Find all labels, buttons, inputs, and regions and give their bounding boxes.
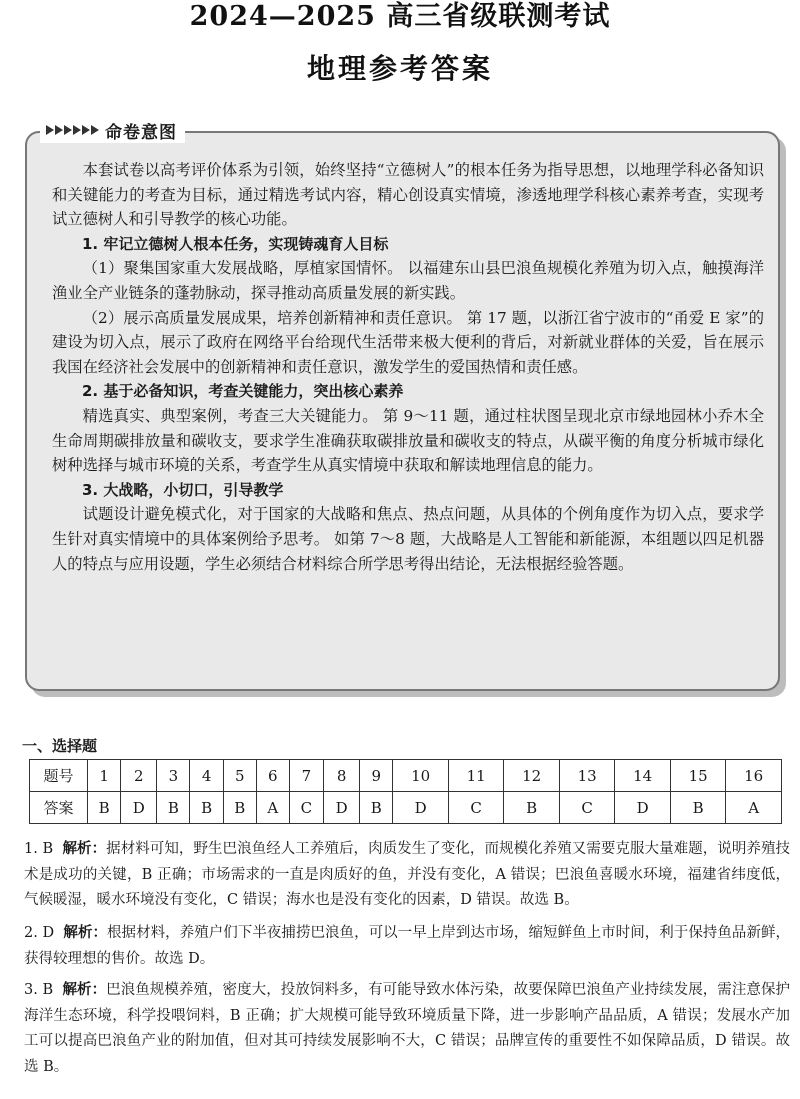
intent-heading-3: 3. 大战略，小切口，引导教学 [82,480,284,499]
question-number: 11 [448,760,504,792]
explanation-number: 3. B [24,982,54,998]
row-label-answer: 答案 [30,792,88,824]
explanation-2 [24,920,790,972]
answer-cell: D [324,792,360,824]
answer-cell: B [360,792,393,824]
intent-paragraph-3: 精选真实、典型案例，考查三大关键能力。 第 9～11 题，通过柱状图呈现北京市绿地园林小乔木全生命周期碳排放量和碳收支，要求学生准确获取碳排放量和碳收支的特点，从碳平衡的角度分析城市绿化树种选择与城市环境的关系，考查学生从真实情境中获取和解读地理信息的能力。 [52,406,764,475]
exam-title: 2024—2025 高三省级联测考试 [189,1,611,32]
answer-cell: B [190,792,223,824]
question-number: 13 [559,760,615,792]
intent-paragraph-1: （1）聚集国家重大发展战略，厚植家国情怀。 以福建东山县巴浪鱼规模化养殖为切入点，触摸海洋渔业全产业链条的蓬勃脉动，探寻推动高质量发展的新实践。 [52,259,764,302]
answer-cell: B [504,792,560,824]
explanation-1 [24,836,790,914]
question-number: 7 [289,760,323,792]
question-number: 5 [223,760,256,792]
question-number: 4 [190,760,223,792]
answer-table-number-row [30,760,782,792]
question-number: 8 [324,760,360,792]
explanation-label: 解析： [63,924,108,941]
answer-cell: B [88,792,121,824]
answer-cell: D [615,792,671,824]
question-number: 1 [88,760,121,792]
question-number: 10 [393,760,449,792]
row-label-number: 题号 [30,760,88,792]
answer-table [29,759,782,824]
question-number: 6 [256,760,289,792]
answer-cell: C [448,792,504,824]
answer-cell: D [393,792,449,824]
answer-cell: D [121,792,157,824]
question-number: 9 [360,760,393,792]
question-number: 2 [121,760,157,792]
explanation-text: 据材料可知，野生巴浪鱼经人工养殖后，肉质发生了变化，而规模化养殖又需要克服大量难题，说明养殖技术是成功的关键，B 正确；市场需求的一直是肉质好的鱼，并没有变化，A 错误；巴浪鱼喜暖水环境，福建省纬度低，气候暖湿，暖水环境没有变化，C 错误；海水也是没有变化的因素，D 错误。故选 B。 [24,841,790,908]
question-number: 12 [504,760,560,792]
arrows-icon [46,125,99,135]
intent-paragraph-4: 试题设计避免模式化，对于国家的大战略和焦点、热点问题，从具体的个例角度作为切入点，要求学生针对真实情境中的具体案例给予思考。 如第 7～8 题，大战略是人工智能和新能源，本组题以四足机器人的特点与应用设题，学生必须结合材料综合所学思考得出结论，无法根据经验答题。 [52,505,764,573]
answer-cell: C [289,792,323,824]
question-number: 14 [615,760,671,792]
section-label: 一、选择题 [22,737,98,755]
question-number: 15 [670,760,726,792]
answer-cell: B [157,792,190,824]
intent-heading-1: 1. 牢记立德树人根本任务，实现铸魂育人目标 [82,234,389,253]
question-number: 3 [157,760,190,792]
explanation-label: 解析： [62,981,107,998]
answer-cell: A [256,792,289,824]
intent-paragraph-2: （2）展示高质量发展成果，培养创新精神和责任意识。 第 17 题，以浙江省宁波市的“甬爱 E 家”的建设为切入点，展示了政府在网络平台给现代生活带来极大便利的背后，对新就业群体的关爱，旨在展示我国在经济社会发展中的创新精神和责任意识，激发学生的爱国热情和责任感。 [52,308,764,376]
explanation-number: 1. B [24,841,54,857]
explanation-text: 根据材料，养殖户们下半夜捕捞巴浪鱼，可以一早上岸到达市场，缩短鲜鱼上市时间，利于保持鱼品新鲜，获得较理想的售价。故选 D。 [24,925,791,967]
explanation-text: 巴浪鱼规模养殖，密度大，投放饲料多，有可能导致水体污染，故要保障巴浪鱼产业持续发展，需注意保护海洋生态环境，科学投喂饲料，B 正确；扩大规模可能导致环境质量下降，进一步影响产品品质，A 错误；发展水产加工可以提高巴浪鱼产业的附加值，但对其可持续发展影响不大，C 错误；品牌宣传的重要性不如保障品质，D 错误。故选 B。 [24,982,790,1075]
question-number: 16 [726,760,782,792]
answer-cell: A [726,792,782,824]
explanation-3 [24,977,790,1080]
answer-cell: C [559,792,615,824]
intent-intro: 本套试卷以高考评价体系为引领，始终坚持“立德树人”的根本任务为指导思想，以地理学科必备知识和关键能力的考查为目标，通过精选考试内容，精心创设真实情境，渗透地理学科核心素养考查，实现考试立德树人和引导教学的核心功能。 [52,161,764,229]
intent-heading-2: 2. 基于必备知识，考查关键能力，突出核心素养 [82,382,404,401]
intent-header [40,117,185,143]
explanation-number: 2. D [24,925,55,941]
answer-cell: B [223,792,256,824]
answer-key-title: 地理参考答案 [306,52,493,85]
explanation-label: 解析： [62,840,107,857]
answer-table-answer-row [30,792,782,824]
intent-title: 命卷意图 [105,122,177,143]
intent-content [52,158,764,576]
answer-cell: B [670,792,726,824]
